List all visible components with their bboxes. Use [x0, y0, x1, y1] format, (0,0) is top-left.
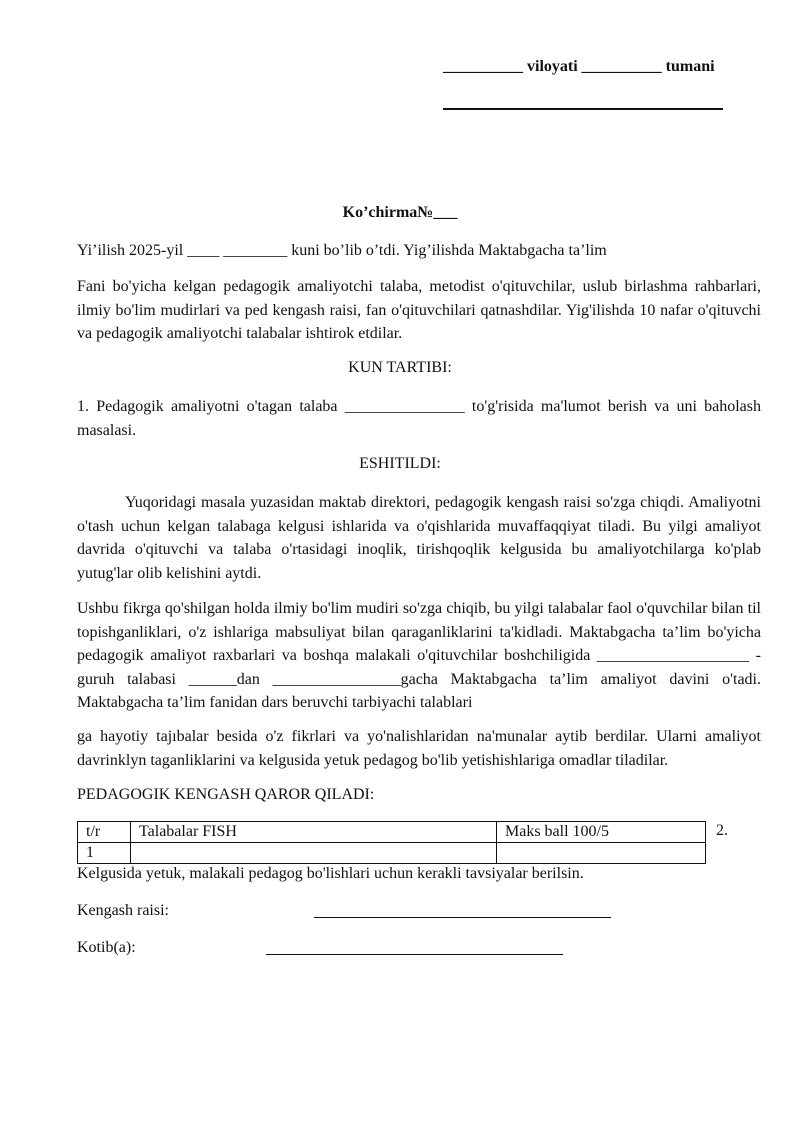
intro-line: Yi’ilish 2025-yil ____ ________ kuni bo’lib o’tdi. Yig’ilishda Maktabgacha ta’lim: [77, 242, 607, 259]
participants-paragraph: Fani bo'yicha kelgan pedagogik amaliyotchi talaba, metodist o'qituvchilar, uslub birlashma rahbarlari, ilmiy bo'lim mudirlari va ped kengash raisi, fan o'qituvchilari qatnashdilar. Yig'ilishda 10 nafar o'qituvchi va pedagogik amaliyotchi talabalar ishtirok etdilar.: [77, 278, 761, 342]
table-cell: [131, 843, 497, 864]
decision-item-2: Kelgusida yetuk, malakali pedagog bo'lishlari uchun kerakli tavsiyalar berilsin.: [77, 865, 584, 882]
chair-label: Kengash raisi:: [77, 902, 169, 919]
students-table: [77, 821, 706, 864]
table-cell: [497, 843, 706, 864]
decision-item-number: 2.: [716, 822, 728, 839]
heard-paragraph-3: ga hayotiy tajıbalar besida o'z fikrlari va yo'nalishlaridan na'munalar aytib berdilar. Ularni amaliyot davrinklyn taganliklarini va kelgusida yetuk pedagog bo'lib yetishishlariga omadlar tiladilar.: [77, 728, 761, 769]
agenda-heading: KUN TARTIBI:: [348, 359, 452, 376]
secretary-signature-line: [266, 954, 563, 955]
chair-signature-line: [314, 917, 611, 918]
secretary-label: Kotib(a):: [77, 939, 136, 956]
table-row: [78, 843, 706, 864]
decision-heading: PEDAGOGIK KENGASH QAROR QILADI:: [77, 786, 375, 803]
students-table-wrap: [77, 821, 706, 864]
document-title: Ko’chirma№___: [342, 204, 458, 221]
header-blank-line: [443, 108, 723, 110]
agenda-item: 1. Pedagogik amaliyotni o'tagan talaba _______________ to'g'risida ma'lumot berish va uni baholash masalasi.: [77, 398, 761, 439]
table-header-cell: Talabalar FISH: [131, 822, 497, 843]
heard-paragraph-1: Yuqoridagi masala yuzasidan maktab direktori, pedagogik kengash raisi so'zga chiqdi. Amaliyotni o'tash uchun kelgan talabaga kelgusi ishlarida va o'qishlarida muvaffaqqiyat tiladi. Bu yilgi amaliyot davrida o'qituvchi va talaba o'rtasidagi inoqlik, tirishqoqlik kelgusida bu amaliyotchilarga ko'plab yutug'lar olib kelishini aytdi.: [77, 494, 761, 582]
table-header-cell: Maks ball 100/5: [497, 822, 706, 843]
table-header-row: [78, 822, 706, 843]
region-header-line: __________ viloyati __________ tumani: [443, 58, 715, 75]
table-header-cell: t/r: [78, 822, 131, 843]
table-cell: 1: [78, 843, 131, 864]
heard-paragraph-2: Ushbu fikrga qo'shilgan holda ilmiy bo'lim mudiri so'zga chiqib, bu yilgi talabalar faol o'quvchilar bilan til topishganliklari, o'z ishlariga mabsuliyat bilan qaraganliklarini ta'kidladi. Maktabgacha ta’lim bo'yicha pedagogik amaliyot raxbarlari va boshqa malakali o'qituvchilar boshchiligida ___________________ -guruh talabasi ______dan ________________gacha Maktabgacha ta’lim amaliyot davini o'tadi. Maktabgacha ta’lim fanidan dars beruvchi tarbiyachi talablari: [77, 600, 761, 711]
heard-heading: ESHITILDI:: [359, 455, 441, 472]
